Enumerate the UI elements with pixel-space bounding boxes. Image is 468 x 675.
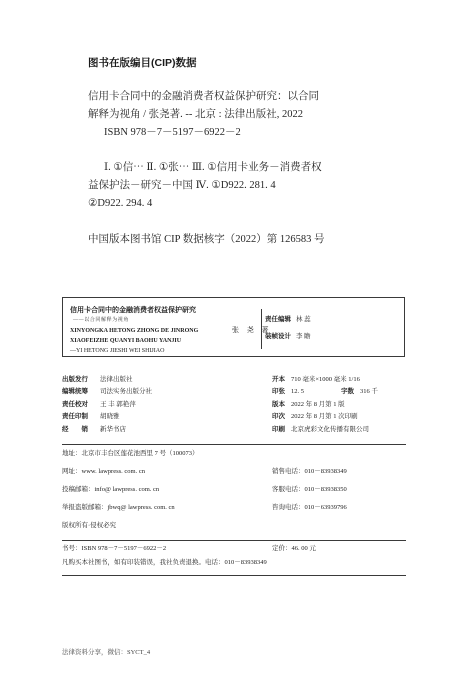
book-subtitle-cn: ——以合同解释为视角 xyxy=(73,318,130,323)
cip-subject-line-2: 益保护法－研究－中国 Ⅳ. ①D922. 281. 4 xyxy=(88,180,276,191)
detail-value: 12. 5 xyxy=(291,388,304,395)
cip-record-number: 中国版本图书馆 CIP 数据核字（2022）第 126583 号 xyxy=(88,234,325,245)
detail-label: 责任印制 xyxy=(62,413,88,420)
detail-row xyxy=(62,402,136,409)
detail-label: 开本 xyxy=(272,376,285,383)
detail-value: 王 丰 郭艳萍 xyxy=(100,401,136,408)
piracy-report-email: 举报盗版邮箱：jbwq@ lawpress. com. cn xyxy=(62,504,175,511)
cip-title-line-2: 解释为视角 / 张尧著. -- 北京 : 法律出版社, 2022 xyxy=(88,109,303,120)
cip-isbn: ISBN 978－7－5197－6922－2 xyxy=(104,127,241,138)
divider xyxy=(62,575,406,576)
detail-label: 版本 xyxy=(272,401,285,408)
detail-label: 责任校对 xyxy=(62,401,88,408)
cip-subject-line-1: Ⅰ. ①信⋯ Ⅱ. ①张⋯ Ⅲ. ①信用卡业务－消费者权 xyxy=(104,162,322,173)
footer-note: 法律资料分享，微信：SYCT_4 xyxy=(62,649,151,656)
cip-subject-line-3: ②D922. 294. 4 xyxy=(88,198,153,209)
sales-phone: 销售电话：010－83938349 xyxy=(272,468,347,475)
detail-value: 胡晓雅 xyxy=(100,413,120,420)
editor-label: 责任编辑 xyxy=(265,316,291,323)
copyright-notice: 版权所有·侵权必究 xyxy=(62,522,117,529)
detail-value: 316 千 xyxy=(360,388,378,395)
title-box-divider xyxy=(261,309,262,349)
detail-row xyxy=(272,427,369,434)
publisher-address: 地址：北京市丰台区莲花池西里 7 号（100073） xyxy=(62,450,199,457)
inquiry-phone: 咨询电话：010－63939796 xyxy=(272,504,347,511)
detail-row xyxy=(272,377,360,384)
detail-row xyxy=(62,389,152,396)
book-isbn: 书号：ISBN 978－7－5197－6922－2 xyxy=(62,545,167,552)
book-title-pinyin-1: XINYONGKA HETONG ZHONG DE JINRONG xyxy=(70,328,199,334)
book-subtitle-pinyin: —YI HETONG JIESHI WEI SHIJIAO xyxy=(70,348,165,354)
book-price: 定价：46. 00 元 xyxy=(272,545,316,552)
service-phone: 客服电话：010－83938350 xyxy=(272,486,347,493)
detail-value: 2022 年 8 月第 1 次印刷 xyxy=(291,413,358,420)
editor-name: 林 蕊 xyxy=(296,316,311,323)
detail-row xyxy=(272,414,358,421)
detail-label: 字数 xyxy=(341,388,354,395)
detail-row xyxy=(62,377,133,384)
detail-value: 2022 年 8 月第 1 版 xyxy=(291,401,345,408)
detail-value: 法律出版社 xyxy=(100,376,133,383)
divider xyxy=(62,444,406,445)
detail-label: 印张 xyxy=(272,388,285,395)
detail-row xyxy=(62,414,120,421)
publisher-website: 网址：www. lawpress. com. cn xyxy=(62,468,145,475)
detail-row xyxy=(62,427,126,434)
designer-credit xyxy=(265,334,311,341)
detail-value: 司法实务出版分社 xyxy=(100,388,152,395)
detail-value: 710 毫米×1000 毫米 1/16 xyxy=(291,376,360,383)
detail-label: 印刷 xyxy=(272,426,285,433)
detail-value: 北京虎彩文化传播有限公司 xyxy=(291,426,369,433)
detail-label: 经 销 xyxy=(62,426,88,433)
book-title-cn: 信用卡合同中的金融消费者权益保护研究 xyxy=(70,306,196,314)
book-title-pinyin-2: XIAOFEIZHE QUANYI BAOHU YANJIU xyxy=(70,338,182,344)
book-author: 张 尧 著 xyxy=(232,326,272,334)
detail-row xyxy=(272,389,304,396)
designer-label: 装帧设计 xyxy=(265,333,291,340)
detail-value: 新华书店 xyxy=(100,426,126,433)
cip-title-line-1: 信用卡合同中的金融消费者权益保护研究：以合同 xyxy=(88,91,319,102)
submission-email: 投稿邮箱：info@ lawpress. com. cn xyxy=(62,486,160,493)
cip-heading: 图书在版编目(CIP)数据 xyxy=(88,57,197,69)
detail-row xyxy=(272,402,345,409)
detail-row xyxy=(341,389,378,396)
designer-name: 李 瞻 xyxy=(296,333,311,340)
editor-credit xyxy=(265,317,311,324)
detail-label: 编辑统筹 xyxy=(62,388,88,395)
divider xyxy=(62,540,406,541)
detail-label: 印次 xyxy=(272,413,285,420)
detail-label: 出版发行 xyxy=(62,376,88,383)
return-notice: 凡购买本社图书，如有印装错误，我社负责退换。电话：010－83938349 xyxy=(62,559,267,566)
